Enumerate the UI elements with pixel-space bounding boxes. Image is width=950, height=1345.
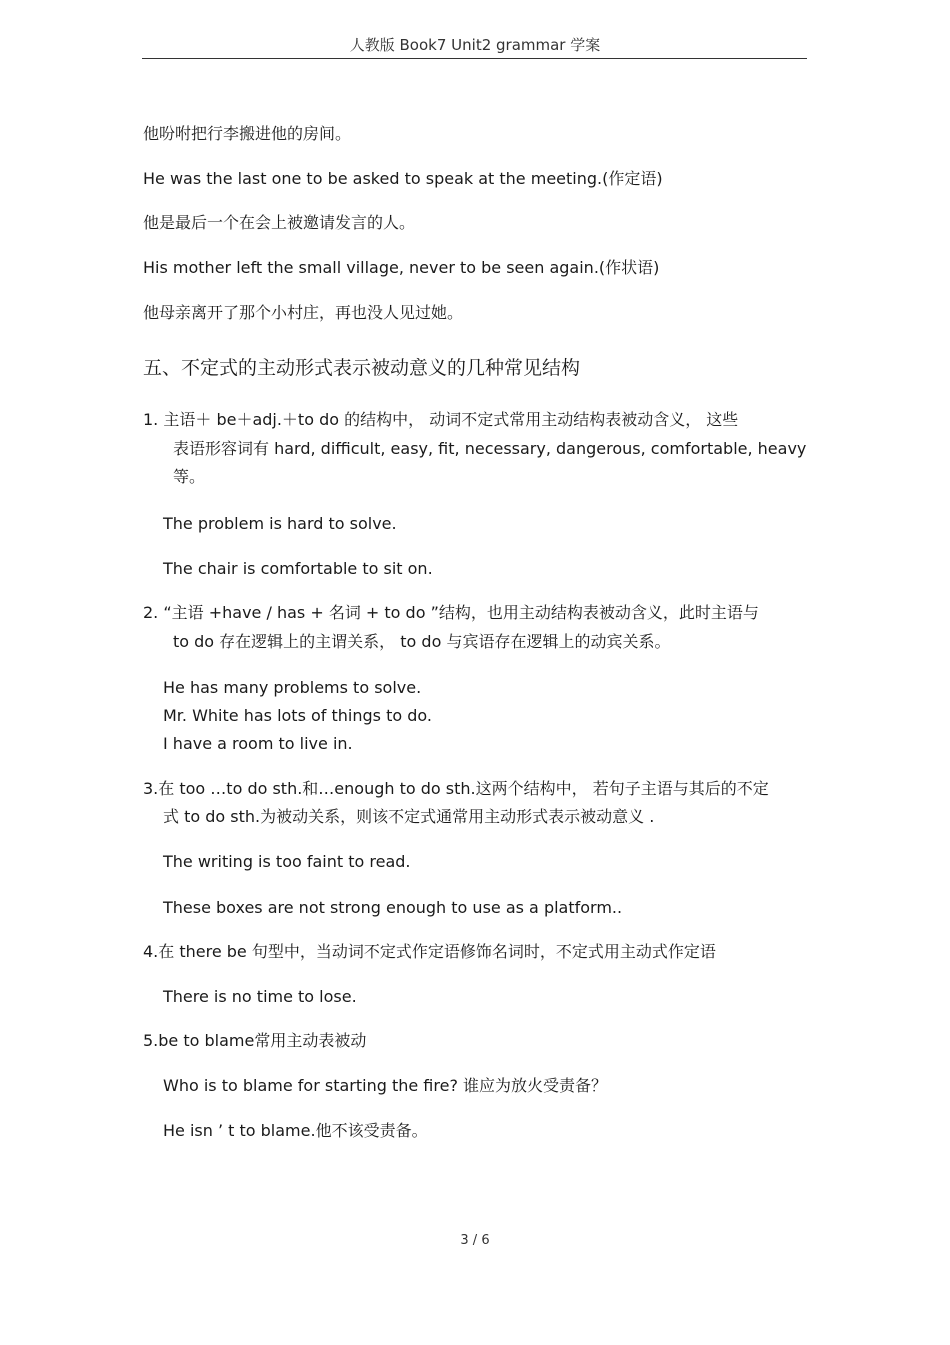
rule-2-line-2: to do 存在逻辑上的主谓关系， to do 与宾语存在逻辑上的动宾关系。 [173, 632, 671, 651]
section-heading: 五、不定式的主动形式表示被动意义的几种常见结构 [143, 357, 581, 379]
example-sentence: The problem is hard to solve. [163, 514, 397, 533]
rule-5: 5.be to blame常用主动表被动 [143, 1031, 367, 1050]
translation-line: 他母亲离开了那个小村庄，再也没人见过她。 [143, 303, 464, 322]
rule-1-line-1: 1. 主语＋ be＋adj.＋to do 的结构中， 动词不定式常用主动结构表被动含义， 这些 [143, 410, 739, 429]
rule-2-line-1: 2. “主语 +have / has + 名词 + to do ”结构，也用主动结构表被动含义，此时主语与 [143, 603, 759, 622]
example-sentence: The chair is comfortable to sit on. [163, 559, 433, 578]
example-sentence: He was the last one to be asked to speak at the meeting.(作定语) [143, 169, 663, 188]
example-sentence: He has many problems to solve. [163, 678, 422, 697]
translation-line: 他是最后一个在会上被邀请发言的人。 [143, 213, 416, 232]
example-sentence: I have a room to live in. [163, 734, 353, 753]
example-sentence: His mother left the small village, never to be seen again.(作状语) [143, 258, 660, 277]
rule-4: 4.在 there be 句型中，当动词不定式作定语修饰名词时，不定式用主动式作定语 [143, 942, 716, 961]
rule-1-line-2: 表语形容词有 hard, difficult, easy, fit, necessary, dangerous, comfortable, heavy [173, 439, 807, 458]
example-sentence: The writing is too faint to read. [163, 852, 411, 871]
example-sentence: These boxes are not strong enough to use as a platform.. [163, 898, 623, 917]
translation-line: 他吩咐把行李搬进他的房间。 [143, 124, 352, 143]
example-sentence: He isn ’ t to blame.他不该受责备。 [163, 1121, 428, 1140]
example-sentence: Mr. White has lots of things to do. [163, 706, 432, 725]
example-sentence: Who is to blame for starting the fire? 谁应为放火受责备？ [163, 1076, 608, 1095]
example-sentence: There is no time to lose. [163, 987, 357, 1006]
rule-3-line-1: 3.在 too …to do sth.和…enough to do sth.这两个结构中， 若句子主语与其后的不定 [143, 779, 769, 798]
header-divider [142, 58, 807, 59]
rule-3-line-2: 式 to do sth.为被动关系，则该不定式通常用主动形式表示被动意义 . [163, 807, 655, 826]
page-number: 3 / 6 [460, 1233, 490, 1248]
page-header: 人教版 Book7 Unit2 grammar 学案 [349, 36, 601, 54]
rule-1-line-3: 等。 [173, 467, 206, 486]
